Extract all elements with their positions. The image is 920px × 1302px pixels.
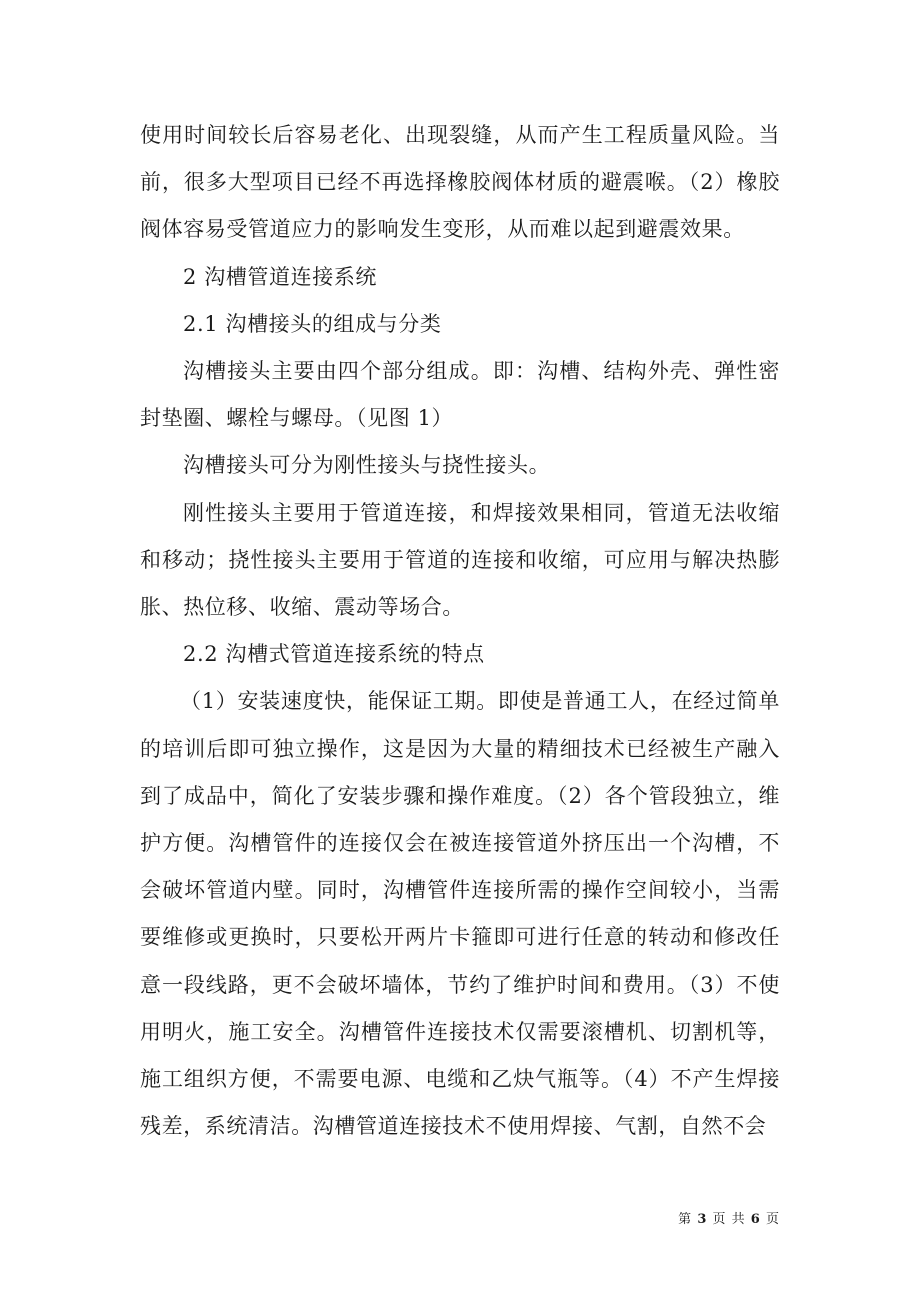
document-body xyxy=(140,112,780,1150)
subsection-heading-2-1: 2.1 沟槽接头的组成与分类 xyxy=(183,311,442,336)
subsection-heading-2-2: 2.2 沟槽式管道连接系统的特点 xyxy=(183,642,485,667)
total-page-number: 6 xyxy=(750,1212,761,1227)
paragraph: 刚性接头主要用于管道连接，和焊接效果相同，管道无法收缩和移动；挠性接头主要用于管道的连接和收缩，可应用与解决热膨胀、热位移、收缩、震动等场合。 xyxy=(140,500,780,620)
section-heading-2: 2 沟槽管道连接系统 xyxy=(183,264,378,289)
footer-prefix: 第 xyxy=(678,1212,693,1227)
footer-suffix: 页 xyxy=(765,1212,780,1227)
paragraph: 使用时间较长后容易老化、出现裂缝，从而产生工程质量风险。当前，很多大型项目已经不再选择橡胶阀体材质的避震喉。（2）橡胶阀体容易受管道应力的影响发生变形，从而难以起到避震效果。 xyxy=(140,123,780,242)
current-page-number: 3 xyxy=(697,1212,708,1227)
page-number-footer xyxy=(640,1208,780,1227)
paragraph: （1）安装速度快，能保证工期。即使是普通工人，在经过简单的培训后即可独立操作，这是因为大量的精细技术已经被生产融入到了成品中，简化了安装步骤和操作难度。（2）各个管段独立，维护方便。沟槽管件的连接仅会在被连接管道外挤压出一个沟槽，不会破坏管道内壁。同时，沟槽管件连接所需的操作空间较小，当需要维修或更换时，只要松开两片卡箍即可进行任意的转动和修改任意一段线路，更不会破坏墙体，节约了维护时间和费用。（3）不使用明火，施工安全。沟槽管件连接技术仅需要滚槽机、切割机等，施工组织方便，不需要电源、电缆和乙炔气瓶等。（4）不产生焊接残差，系统清洁。沟槽管道连接技术不使用焊接、气割，自然不会 xyxy=(140,689,780,1139)
footer-middle: 页 共 xyxy=(712,1212,746,1227)
paragraph: 沟槽接头可分为刚性接头与挠性接头。 xyxy=(183,453,551,478)
paragraph: 沟槽接头主要由四个部分组成。即：沟槽、结构外壳、弹性密封垫圈、螺栓与螺母。（见图 1） xyxy=(140,359,780,431)
